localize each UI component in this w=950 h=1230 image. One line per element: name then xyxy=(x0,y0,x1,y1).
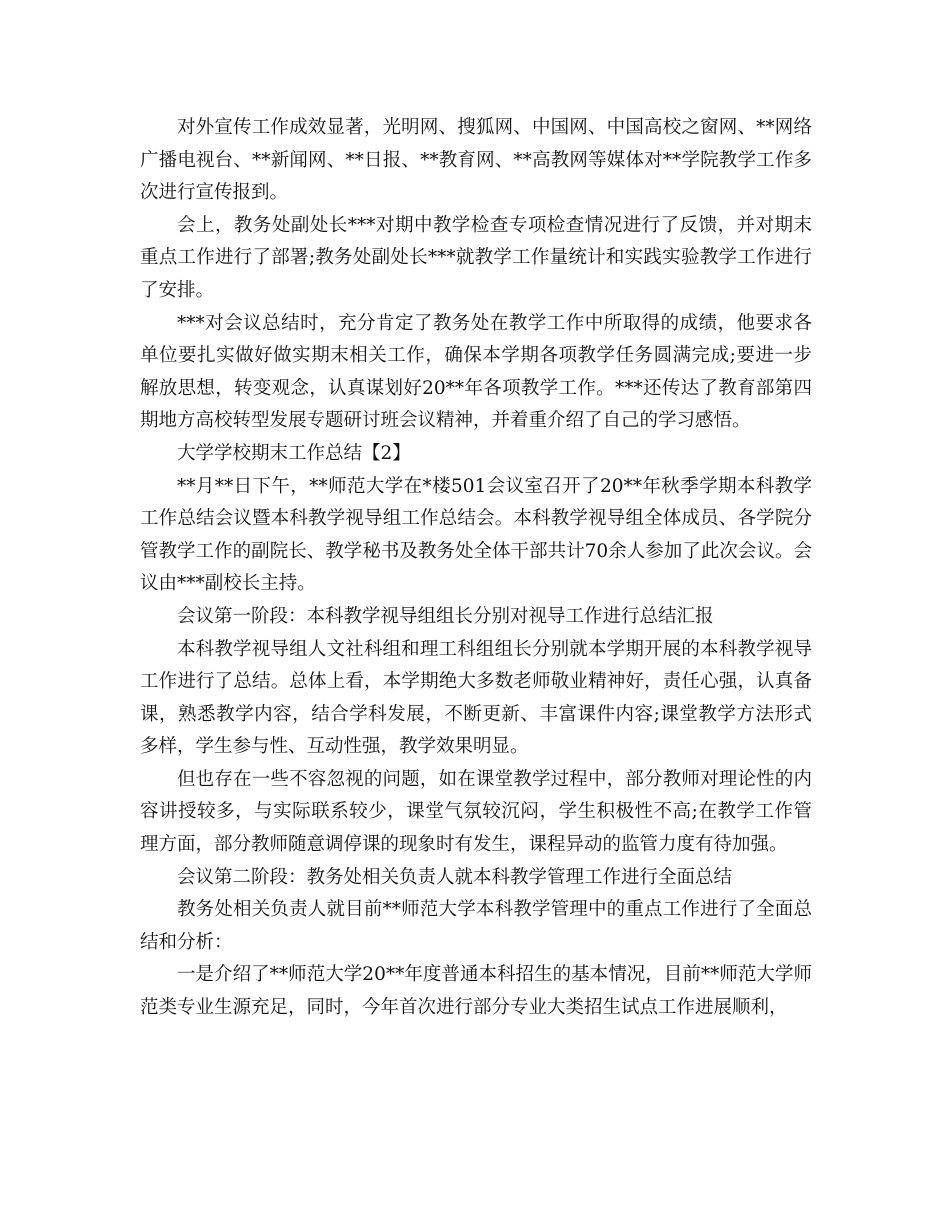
paragraph: 本科教学视导组人文社科组和理工科组组长分别就本学期开展的本科教学视导工作进行了总结。总体上看，本学期绝大多数老师敬业精神好，责任心强，认真备课，熟悉教学内容，结合学科发展，不断更新、丰富课件内容;课堂教学方法形式多样，学生参与性、互动性强，教学效果明显。 xyxy=(140,638,812,758)
document-body xyxy=(140,112,812,1025)
paragraph: 会上，教务处副处长***对期中教学检查专项检查情况进行了反馈，并对期末重点工作进行了部署;教务处副处长***就教学工作量统计和实践实验教学工作进行了安排。 xyxy=(140,214,812,301)
paragraph: 对外宣传工作成效显著，光明网、搜狐网、中国网、中国高校之窗网、**网络广播电视台、**新闻网、**日报、**教育网、**高教网等媒体对**学院教学工作多次进行宣传报到。 xyxy=(140,117,812,204)
paragraph: 一是介绍了**师范大学20**年度普通本科招生的基本情况，目前**师范大学师范类专业生源充足，同时，今年首次进行部分专业大类招生试点工作进展顺利， xyxy=(140,964,812,1019)
section-heading: 大学学校期末工作总结【2】 xyxy=(177,442,411,464)
paragraph: 教务处相关负责人就目前**师范大学本科教学管理中的重点工作进行了全面总结和分析： xyxy=(140,899,812,953)
paragraph: 但也存在一些不容忽视的问题，如在课堂教学过程中，部分教师对理论性的内容讲授较多，与实际联系较少，课堂气氛较沉闷，学生积极性不高;在教学工作管理方面，部分教师随意调停课的现象时有发生，课程异动的监管力度有待加强。 xyxy=(140,768,812,856)
subheading: 会议第二阶段：教务处相关负责人就本科教学管理工作进行全面总结 xyxy=(177,866,733,888)
subheading: 会议第一阶段：本科教学视导组组长分别对视导工作进行总结汇报 xyxy=(177,605,714,627)
paragraph: **月**日下午，**师范大学在*楼501会议室召开了20**年秋季学期本科教学工作总结会议暨本科教学视导组工作总结会。本科教学视导组全体成员、各学院分管教学工作的副院长、教学秘书及教务处全体干部共计70余人参加了此次会议。会议由***副校长主持。 xyxy=(140,475,812,595)
paragraph: ***对会议总结时，充分肯定了教务处在教学工作中所取得的成绩，他要求各单位要扎实做好做实期末相关工作，确保本学期各项教学任务圆满完成;要进一步解放思想，转变观念，认真谋划好20**年各项教学工作。***还传达了教育部第四期地方高校转型发展专题研讨班会议精神，并着重介绍了自己的学习感悟。 xyxy=(140,312,812,432)
